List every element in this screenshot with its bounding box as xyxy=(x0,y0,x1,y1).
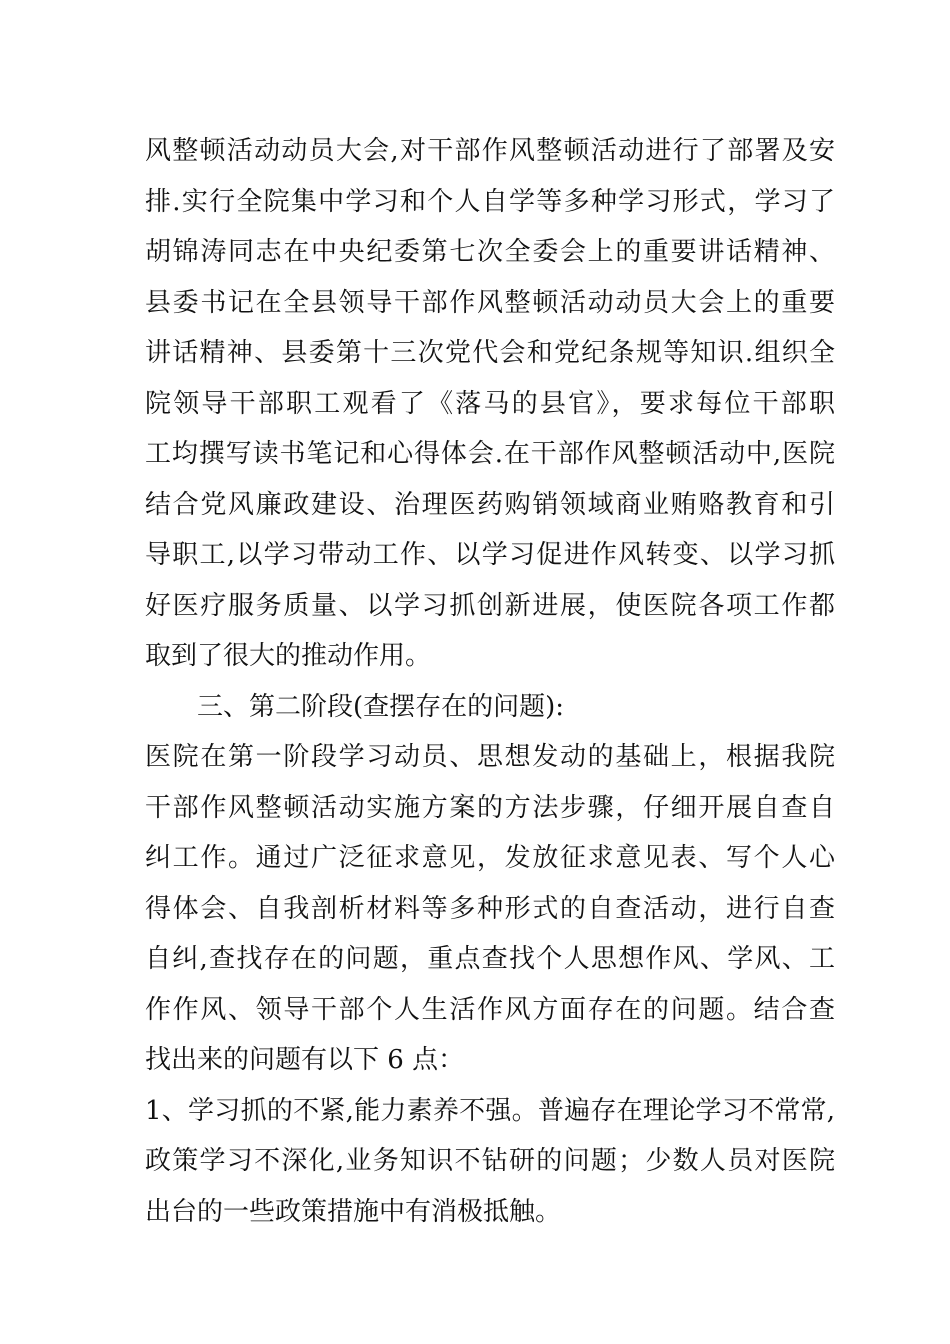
text-line: 县委书记在全县领导干部作风整顿活动动员大会上的重要 xyxy=(145,287,835,318)
text-line: 排.实行全院集中学习和个人自学等多种学习形式，学习了 xyxy=(145,186,835,217)
text-line: 好医疗服务质量、以学习抓创新进展，使医院各项工作都 xyxy=(145,590,835,621)
section-heading: 三、第二阶段(查摆存在的问题): xyxy=(197,691,565,722)
text-line: 胡锦涛同志在中央纪委第七次全委会上的重要讲话精神、 xyxy=(145,237,835,267)
text-line: 作作风、领导干部个人生活作风方面存在的问题。结合查 xyxy=(145,994,835,1025)
text-line: 出台的一些政策措施中有消极抵触。 xyxy=(145,1196,562,1227)
text-line: 取到了很大的推动作用。 xyxy=(145,641,432,671)
text-line: 院领导干部职工观看了《落马的县官》，要求每位干部职 xyxy=(145,388,835,419)
text-line: 自纠,查找存在的问题，重点查找个人思想作风、学风、工 xyxy=(145,944,835,974)
text-line: 找出来的问题有以下 6 点： xyxy=(145,1045,465,1075)
text-line: 得体会、自我剖析材料等多种形式的自查活动，进行自查 xyxy=(145,893,835,924)
list-item-text: 1、学习抓的不紧,能力素养不强。普遍存在理论学习不常常, xyxy=(145,1095,835,1126)
text-line: 医院在第一阶段学习动员、思想发动的基础上，根据我院 xyxy=(145,742,835,772)
text-line: 工均撰写读书笔记和心得体会.在干部作风整顿活动中,医院 xyxy=(145,439,835,469)
text-line: 讲话精神、县委第十三次党代会和党纪条规等知识.组织全 xyxy=(145,338,835,368)
text-line: 纠工作。通过广泛征求意见，发放征求意见表、写个人心 xyxy=(145,843,835,873)
document-body xyxy=(145,126,835,1237)
text-line: 导职工,以学习带动工作、以学习促进作风转变、以学习抓 xyxy=(145,540,835,570)
text-line: 结合党风廉政建设、治理医药购销领域商业贿赂教育和引 xyxy=(145,489,835,520)
text-line: 干部作风整顿活动实施方案的方法步骤，仔细开展自查自 xyxy=(145,792,835,823)
text-line: 风整顿活动动员大会,对干部作风整顿活动进行了部署及安 xyxy=(145,136,835,166)
text-line: 政策学习不深化,业务知识不钻研的问题；少数人员对医院 xyxy=(145,1146,835,1176)
